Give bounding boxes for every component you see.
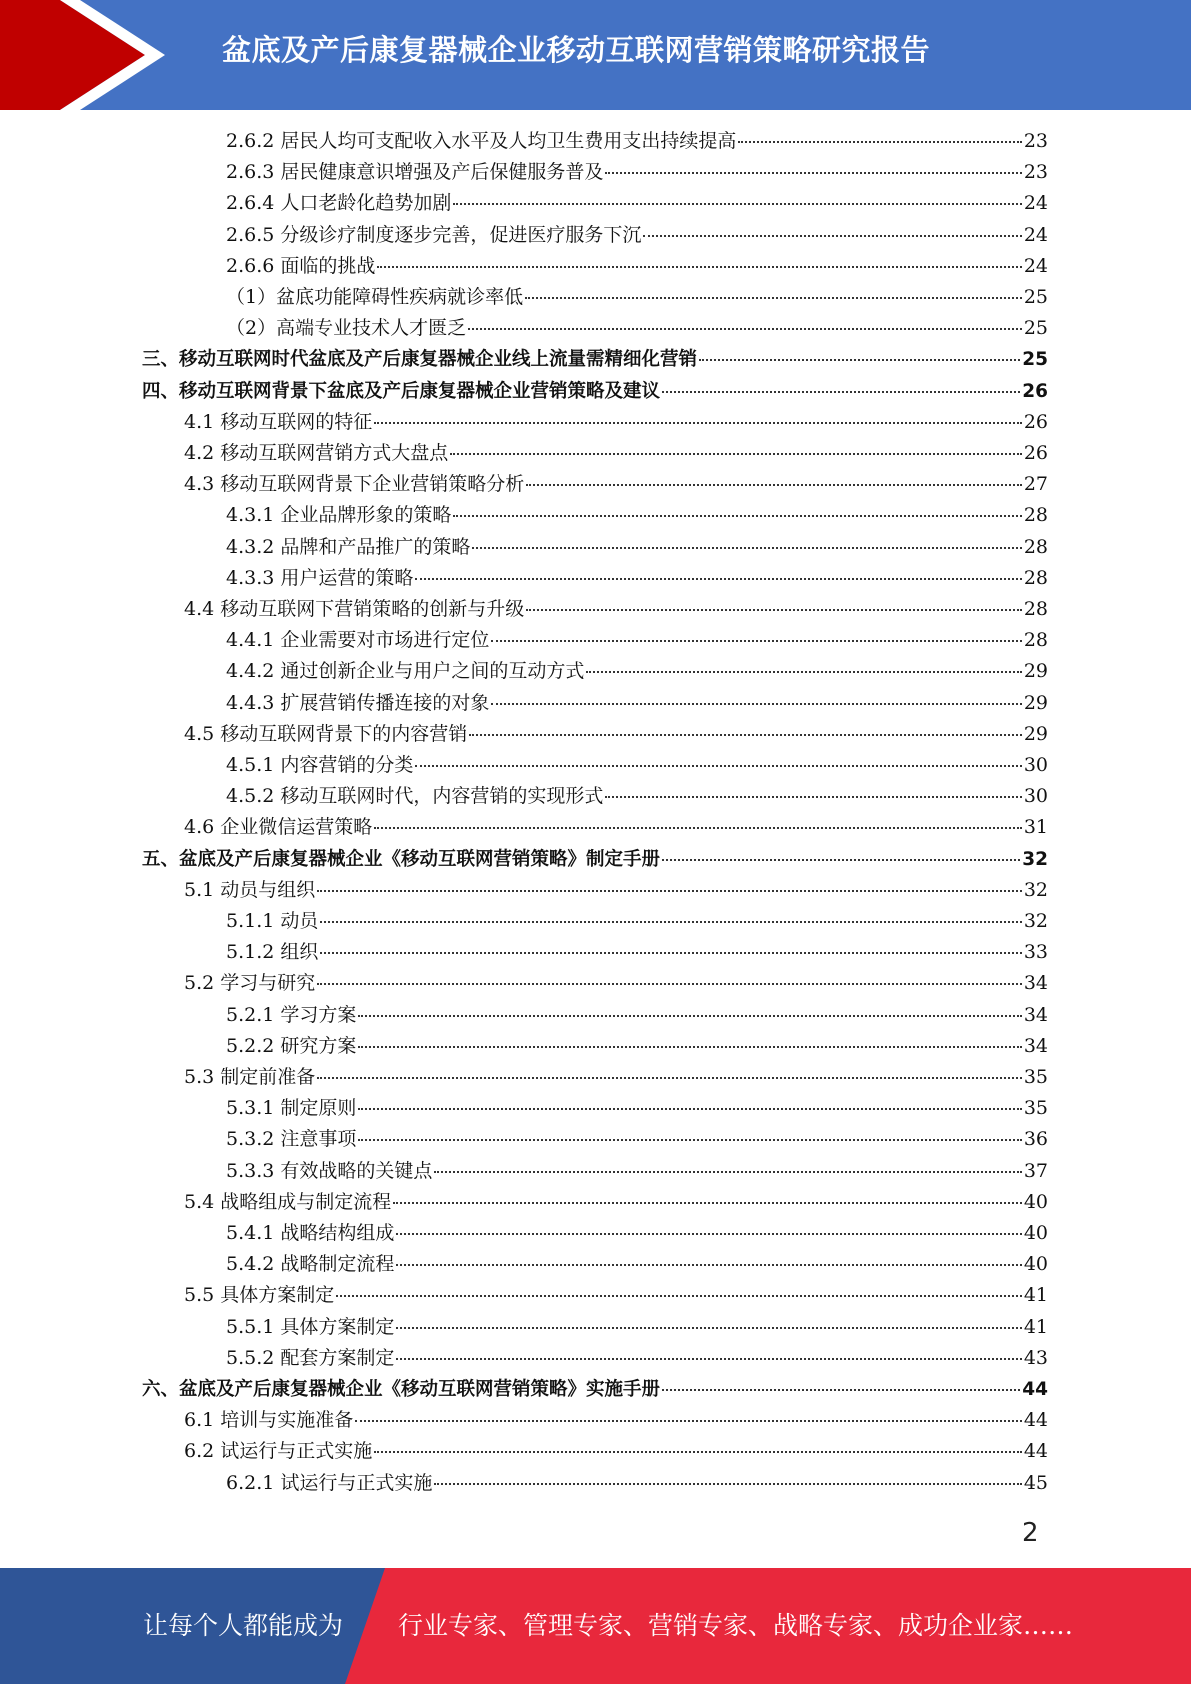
toc-dot-leader bbox=[396, 1263, 1021, 1266]
toc-entry-label: 4.5.1 内容营销的分类 bbox=[226, 754, 414, 776]
toc-entry-page: 30 bbox=[1023, 785, 1048, 808]
toc-entry-label: 5.3 制定前准备 bbox=[184, 1066, 316, 1088]
toc-entry[interactable] bbox=[226, 1343, 1048, 1374]
toc-entry-label: 5.2.2 研究方案 bbox=[226, 1034, 357, 1057]
toc-entry-page: 28 bbox=[1023, 629, 1048, 652]
toc-entry-page: 41 bbox=[1023, 1284, 1048, 1307]
page-number: 2 bbox=[1022, 1518, 1039, 1548]
toc-entry-label: 4.4 移动互联网下营销策略的创新与升级 bbox=[184, 598, 525, 620]
toc-dot-leader bbox=[699, 358, 1020, 361]
toc-entry-page: 40 bbox=[1023, 1253, 1048, 1276]
toc-entry-label: 六、盆底及产后康复器械企业《移动互联网营销策略》实施手册 bbox=[142, 1379, 661, 1400]
toc-entry[interactable] bbox=[142, 1374, 1048, 1405]
toc-dot-leader bbox=[526, 483, 1022, 486]
toc-entry[interactable] bbox=[184, 594, 1048, 625]
toc-entry[interactable] bbox=[142, 376, 1048, 407]
toc-entry-label: 6.1 培训与实施准备 bbox=[184, 1409, 354, 1432]
toc-entry-page: 44 bbox=[1023, 1409, 1048, 1432]
toc-entry-page: 32 bbox=[1023, 878, 1048, 901]
toc-entry-page: 32 bbox=[1022, 848, 1048, 870]
toc-entry-label: 4.4.2 通过创新企业与用户之间的互动方式 bbox=[226, 660, 585, 683]
toc-entry-label: 4.2 移动互联网营销方式大盘点 bbox=[184, 442, 449, 464]
toc-entry[interactable] bbox=[226, 563, 1048, 594]
toc-entry-page: 40 bbox=[1023, 1190, 1048, 1213]
toc-entry-label: 2.6.3 居民健康意识增强及产后保健服务普及 bbox=[226, 161, 604, 184]
toc-entry-page: 25 bbox=[1023, 317, 1048, 340]
toc-dot-leader bbox=[336, 1294, 1022, 1297]
toc-dot-leader bbox=[491, 702, 1021, 705]
toc-entry-page: 41 bbox=[1023, 1315, 1048, 1338]
footer-slogan-left: 让每个人都能成为 bbox=[143, 1611, 344, 1640]
toc-entry[interactable] bbox=[184, 719, 1048, 750]
toc-entry[interactable] bbox=[184, 438, 1048, 469]
toc-dot-leader bbox=[358, 1107, 1021, 1110]
toc-entry-label: 4.1 移动互联网的特征 bbox=[184, 410, 373, 433]
toc-dot-leader bbox=[396, 1232, 1021, 1235]
toc-entry-page: 24 bbox=[1023, 223, 1048, 246]
toc-entry-label: 5.5.2 配套方案制定 bbox=[226, 1346, 395, 1369]
toc-entry-label: 5.4 战略组成与制定流程 bbox=[184, 1190, 392, 1213]
toc-entry-page: 29 bbox=[1023, 660, 1048, 683]
toc-dot-leader bbox=[396, 1326, 1021, 1329]
toc-entry[interactable] bbox=[226, 220, 1048, 251]
toc-entry-label: 4.3.2 品牌和产品推广的策略 bbox=[226, 535, 471, 558]
toc-entry[interactable] bbox=[226, 906, 1048, 937]
toc-entry-label: 2.6.2 居民人均可支配收入水平及人均卫生费用支出持续提高 bbox=[226, 130, 737, 152]
toc-entry-page: 29 bbox=[1023, 722, 1048, 745]
toc-entry-page: 26 bbox=[1022, 380, 1048, 402]
toc-entry[interactable] bbox=[184, 1280, 1048, 1311]
toc-dot-leader bbox=[317, 1076, 1022, 1079]
toc-dot-leader bbox=[586, 670, 1021, 673]
toc-dot-leader bbox=[453, 514, 1021, 517]
toc-entry-page: 32 bbox=[1023, 910, 1048, 932]
toc-entry-label: 5.3.1 制定原则 bbox=[226, 1097, 357, 1120]
toc-entry[interactable] bbox=[226, 251, 1048, 282]
toc-entry-page: 26 bbox=[1023, 410, 1048, 433]
footer-slogan-right: 行业专家、管理专家、营销专家、战略专家、成功企业家…… bbox=[398, 1611, 1074, 1640]
toc-entry-page: 34 bbox=[1023, 1034, 1048, 1057]
toc-dot-leader bbox=[526, 608, 1022, 611]
toc-dot-leader bbox=[453, 202, 1021, 205]
toc-entry[interactable] bbox=[184, 1187, 1048, 1218]
page-header bbox=[0, 0, 1191, 110]
toc-dot-leader bbox=[434, 1482, 1021, 1485]
toc-entry-page: 45 bbox=[1023, 1471, 1048, 1494]
toc-entry-label: 4.3 移动互联网背景下企业营销策略分析 bbox=[184, 473, 525, 496]
toc-dot-leader bbox=[320, 951, 1021, 954]
toc-entry-page: 34 bbox=[1023, 972, 1048, 995]
toc-entry-label: 三、移动互联网时代盆底及产后康复器械企业线上流量需精细化营销 bbox=[142, 349, 698, 371]
toc-entry[interactable] bbox=[184, 968, 1048, 999]
toc-entry-page: 28 bbox=[1023, 504, 1048, 527]
toc-entry-label: 四、移动互联网背景下盆底及产后康复器械企业营销策略及建议 bbox=[142, 380, 661, 402]
toc-dot-leader bbox=[738, 140, 1021, 143]
toc-entry[interactable] bbox=[184, 875, 1048, 906]
toc-entry-label: 5.1.2 组织 bbox=[226, 941, 319, 964]
toc-entry-page: 29 bbox=[1023, 691, 1048, 714]
toc-entry-label: 4.3.3 用户运营的策略 bbox=[226, 566, 414, 589]
toc-dot-leader bbox=[491, 639, 1021, 642]
toc-entry-label: 4.3.1 企业品牌形象的策略 bbox=[226, 504, 452, 527]
toc-entry[interactable] bbox=[226, 1031, 1048, 1062]
toc-dot-leader bbox=[468, 327, 1022, 330]
toc-entry-page: 24 bbox=[1023, 254, 1048, 277]
toc-entry[interactable] bbox=[226, 656, 1048, 687]
toc-entry[interactable] bbox=[226, 532, 1048, 563]
toc-entry-label: 2.6.4 人口老龄化趋势加剧 bbox=[226, 192, 452, 215]
toc-dot-leader bbox=[469, 733, 1022, 736]
toc-entry-page: 28 bbox=[1023, 566, 1048, 589]
toc-entry[interactable] bbox=[142, 344, 1048, 375]
toc-entry-label: 5.5.1 具体方案制定 bbox=[226, 1315, 395, 1338]
toc-dot-leader bbox=[355, 1419, 1022, 1422]
toc-entry-label: （2）高端专业技术人才匮乏 bbox=[226, 317, 467, 340]
toc-entry-label: 5.3.3 有效战略的关键点 bbox=[226, 1159, 433, 1182]
toc-entry-page: 27 bbox=[1023, 473, 1048, 496]
toc-entry-label: 5.3.2 注意事项 bbox=[226, 1128, 357, 1151]
page-footer bbox=[0, 1568, 1191, 1684]
toc-dot-leader bbox=[320, 920, 1021, 923]
toc-entry[interactable] bbox=[184, 407, 1048, 438]
toc-entry-label: 4.5 移动互联网背景下的内容营销 bbox=[184, 722, 468, 745]
toc-entry[interactable] bbox=[226, 1000, 1048, 1031]
toc-entry[interactable] bbox=[226, 750, 1048, 781]
toc-entry-page: 30 bbox=[1023, 754, 1048, 776]
toc-dot-leader bbox=[415, 577, 1021, 580]
toc-dot-leader bbox=[358, 1138, 1021, 1141]
toc-entry-label: 5.1.1 动员 bbox=[226, 910, 319, 932]
toc-entry[interactable] bbox=[184, 1405, 1048, 1436]
toc-entry-label: 4.6 企业微信运营策略 bbox=[184, 816, 373, 839]
toc-entry-page: 23 bbox=[1023, 130, 1048, 152]
toc-entry[interactable] bbox=[226, 282, 1048, 313]
toc-entry-page: 31 bbox=[1023, 816, 1048, 839]
toc-entry[interactable] bbox=[226, 1156, 1048, 1187]
toc-dot-leader bbox=[377, 265, 1021, 268]
toc-dot-leader bbox=[450, 452, 1022, 455]
toc-entry-label: 5.4.2 战略制定流程 bbox=[226, 1253, 395, 1276]
toc-dot-leader bbox=[643, 234, 1021, 237]
toc-entry[interactable] bbox=[226, 1218, 1048, 1249]
toc-entry-page: 35 bbox=[1023, 1097, 1048, 1120]
toc-entry-label: 6.2.1 试运行与正式实施 bbox=[226, 1471, 433, 1494]
toc-entry[interactable] bbox=[226, 157, 1048, 188]
toc-entry[interactable] bbox=[184, 1062, 1048, 1093]
toc-entry-label: 五、盆底及产后康复器械企业《移动互联网营销策略》制定手册 bbox=[142, 848, 661, 870]
toc-entry-page: 28 bbox=[1023, 535, 1048, 558]
toc-dot-leader bbox=[374, 826, 1022, 829]
toc-entry[interactable] bbox=[226, 1093, 1048, 1124]
toc-entry-label: 5.5 具体方案制定 bbox=[184, 1284, 335, 1307]
toc-entry-label: 4.4.3 扩展营销传播连接的对象 bbox=[226, 691, 490, 714]
toc-entry-page: 33 bbox=[1023, 941, 1048, 964]
toc-entry[interactable] bbox=[226, 126, 1048, 157]
toc-entry-page: 36 bbox=[1023, 1128, 1048, 1151]
toc-dot-leader bbox=[605, 171, 1021, 174]
toc-entry-label: 6.2 试运行与正式实施 bbox=[184, 1440, 373, 1463]
toc-entry[interactable] bbox=[142, 844, 1048, 875]
toc-entry[interactable] bbox=[226, 500, 1048, 531]
toc-entry-label: 5.4.1 战略结构组成 bbox=[226, 1222, 395, 1244]
toc-dot-leader bbox=[662, 390, 1020, 393]
toc-entry-page: 37 bbox=[1023, 1159, 1048, 1182]
toc-entry-label: 2.6.5 分级诊疗制度逐步完善，促进医疗服务下沉 bbox=[226, 223, 642, 246]
toc-dot-leader bbox=[396, 1357, 1021, 1360]
toc-entry-label: 5.2.1 学习方案 bbox=[226, 1003, 357, 1026]
toc-dot-leader bbox=[393, 1201, 1022, 1204]
toc-dot-leader bbox=[374, 421, 1022, 424]
toc-entry-label: 2.6.6 面临的挑战 bbox=[226, 254, 376, 277]
toc-dot-leader bbox=[434, 1170, 1021, 1173]
toc-entry[interactable] bbox=[226, 688, 1048, 719]
toc-entry-label: （1）盆底功能障碍性疾病就诊率低 bbox=[226, 286, 524, 308]
toc-entry-page: 44 bbox=[1023, 1440, 1048, 1463]
toc-entry-page: 28 bbox=[1023, 598, 1048, 620]
toc-dot-leader bbox=[605, 795, 1021, 798]
toc-entry[interactable] bbox=[226, 1124, 1048, 1155]
toc-dot-leader bbox=[358, 1014, 1021, 1017]
toc-entry[interactable] bbox=[184, 812, 1048, 843]
toc-dot-leader bbox=[472, 546, 1021, 549]
toc-entry-label: 4.5.2 移动互联网时代，内容营销的实现形式 bbox=[226, 785, 604, 808]
toc-entry-page: 26 bbox=[1023, 442, 1048, 464]
toc-dot-leader bbox=[525, 296, 1022, 299]
toc-dot-leader bbox=[317, 982, 1022, 985]
toc-entry-page: 24 bbox=[1023, 192, 1048, 215]
toc-entry-label: 4.4.1 企业需要对市场进行定位 bbox=[226, 629, 490, 652]
toc-entry-label: 5.1 动员与组织 bbox=[184, 878, 316, 901]
toc-entry-page: 23 bbox=[1023, 161, 1048, 184]
toc-entry-label: 5.2 学习与研究 bbox=[184, 972, 316, 995]
toc-entry-page: 34 bbox=[1023, 1003, 1048, 1026]
toc-entry[interactable] bbox=[184, 469, 1048, 500]
toc-dot-leader bbox=[662, 858, 1020, 861]
toc-dot-leader bbox=[662, 1388, 1020, 1391]
toc-dot-leader bbox=[415, 764, 1021, 767]
toc-entry[interactable] bbox=[226, 781, 1048, 812]
toc-entry[interactable] bbox=[226, 1312, 1048, 1343]
toc-dot-leader bbox=[317, 889, 1022, 892]
report-title: 盆底及产后康复器械企业移动互联网营销策略研究报告 bbox=[222, 33, 931, 67]
toc-entry[interactable] bbox=[226, 625, 1048, 656]
toc-dot-leader bbox=[358, 1045, 1021, 1048]
toc-entry-page: 40 bbox=[1023, 1222, 1048, 1244]
toc-entry-page: 44 bbox=[1022, 1379, 1048, 1400]
toc-entry[interactable] bbox=[226, 937, 1048, 968]
toc-entry-page: 35 bbox=[1023, 1066, 1048, 1088]
toc-entry[interactable] bbox=[184, 1436, 1048, 1467]
toc-entry-page: 25 bbox=[1022, 349, 1048, 371]
toc-entry-page: 25 bbox=[1023, 286, 1048, 308]
toc-entry[interactable] bbox=[226, 1468, 1048, 1499]
toc-entry[interactable] bbox=[226, 313, 1048, 344]
toc-entry-page: 43 bbox=[1023, 1346, 1048, 1369]
toc-dot-leader bbox=[374, 1450, 1022, 1453]
toc-entry[interactable] bbox=[226, 1249, 1048, 1280]
toc-entry[interactable] bbox=[226, 188, 1048, 219]
